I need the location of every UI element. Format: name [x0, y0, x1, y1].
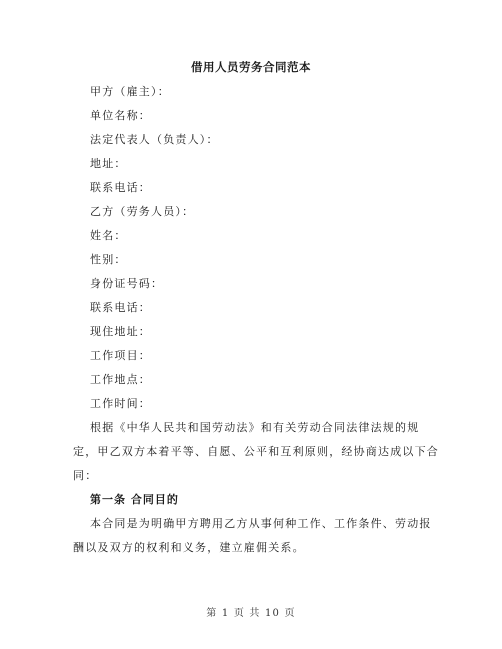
page-number-footer: 第 1 页 共 10 页 — [206, 608, 296, 619]
intro-paragraph-line-1: 根据《中华人民共和国劳动法》和有关劳动合同法律法规的规 — [90, 421, 420, 434]
field-work-project: 工作项目： — [90, 349, 151, 362]
intro-paragraph-line-3: 同： — [73, 469, 98, 482]
field-party-b: 乙方（劳务人员）： — [90, 205, 195, 218]
section-1-heading: 第一条 合同目的 — [90, 493, 179, 506]
field-address: 地址： — [90, 157, 127, 170]
field-id-number: 身份证号码： — [90, 277, 164, 290]
document-title: 借用人员劳务合同范本 — [191, 60, 311, 74]
field-work-time: 工作时间： — [90, 397, 151, 410]
field-party-b-phone: 联系电话： — [90, 301, 151, 314]
intro-paragraph-line-2: 定，甲乙双方本着平等、自愿、公平和互利原则，经协商达成以下合 — [73, 445, 439, 458]
section-1-line-2: 酬以及双方的权利和义务，建立雇佣关系。 — [73, 541, 305, 554]
field-party-a-phone: 联系电话： — [90, 181, 151, 194]
field-work-location: 工作地点： — [90, 373, 151, 386]
field-party-a: 甲方（雇主）： — [90, 85, 170, 98]
field-legal-representative: 法定代表人（负责人）： — [90, 133, 219, 146]
field-company-name: 单位名称： — [90, 109, 151, 122]
field-current-address: 现住地址： — [90, 325, 151, 338]
section-1-line-1: 本合同是为明确甲方聘用乙方从事何种工作、工作条件、劳动报 — [90, 517, 432, 530]
field-gender: 性别： — [90, 253, 127, 266]
field-name: 姓名： — [90, 229, 127, 242]
